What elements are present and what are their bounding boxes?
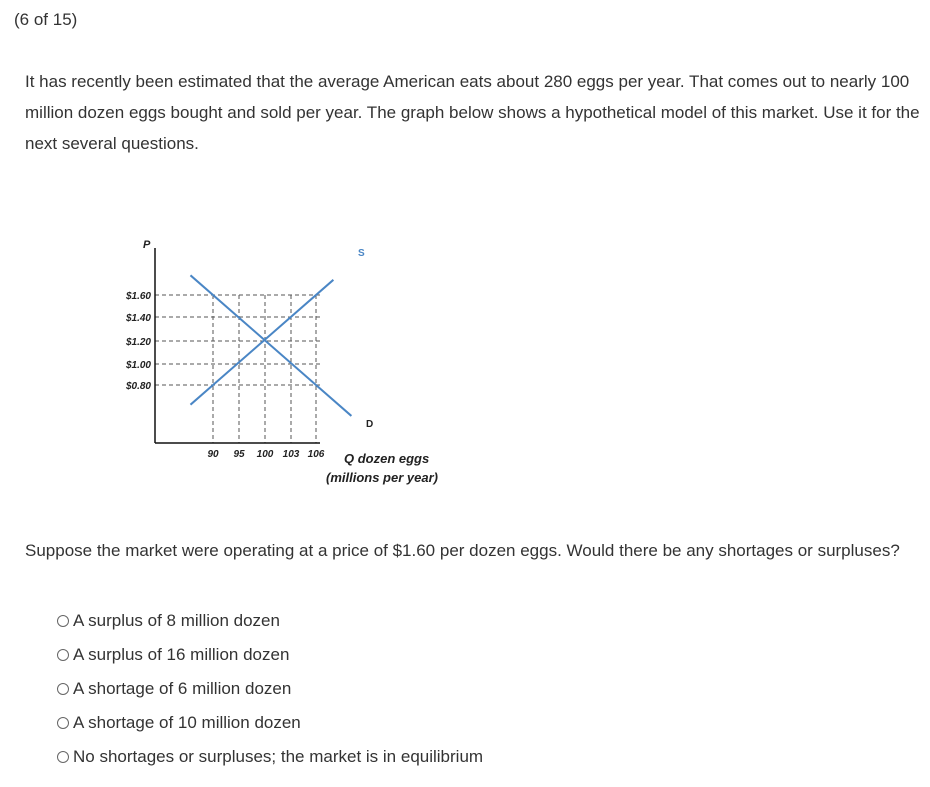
x-tick-label: 90 — [207, 449, 219, 460]
x-axis-subtitle: (millions per year) — [326, 470, 438, 485]
answer-option[interactable] — [57, 638, 483, 672]
answer-option[interactable] — [57, 706, 483, 740]
answer-option-label: A shortage of 6 million dozen — [73, 679, 292, 698]
radio-button[interactable] — [57, 649, 69, 661]
radio-button[interactable] — [57, 717, 69, 729]
y-tick-label: $1.40 — [125, 313, 151, 324]
y-tick-label: $1.60 — [125, 291, 151, 302]
y-axis-title: P — [143, 239, 151, 251]
answer-option[interactable] — [57, 604, 483, 638]
x-tick-label: 106 — [307, 449, 325, 460]
radio-button[interactable] — [57, 751, 69, 763]
x-tick-label: 103 — [282, 449, 300, 460]
y-tick-label: $1.00 — [125, 360, 151, 371]
demand-curve — [190, 275, 351, 416]
supply-label: S — [358, 248, 365, 259]
intro-text: It has recently been estimated that the average American eats about 280 eggs per year. That comes out to nearly 100 million dozen eggs bought and sold per year. The graph below shows a hypothetical model of this market. Use it for the next several questions. — [25, 72, 920, 153]
question-text: Suppose the market were operating at a price of $1.60 per dozen eggs. Would there be any shortages or surpluses? — [25, 541, 900, 560]
answer-option-label: No shortages or surpluses; the market is in equilibrium — [73, 747, 484, 766]
y-tick-label: $1.20 — [125, 337, 151, 348]
question-progress: (6 of 15) — [14, 10, 78, 29]
demand-label: D — [366, 419, 374, 430]
answer-option[interactable] — [57, 672, 483, 706]
y-tick-label: $0.80 — [125, 381, 151, 392]
answer-options — [57, 604, 483, 774]
x-tick-label: 95 — [233, 449, 245, 460]
answer-option[interactable] — [57, 740, 483, 774]
answer-option-label: A shortage of 10 million dozen — [73, 713, 301, 732]
radio-button[interactable] — [57, 615, 69, 627]
answer-option-label: A surplus of 8 million dozen — [73, 611, 280, 630]
supply-curve — [190, 280, 333, 405]
answer-option-label: A surplus of 16 million dozen — [73, 645, 290, 664]
radio-button[interactable] — [57, 683, 69, 695]
x-tick-label: 100 — [256, 449, 274, 460]
x-axis-title: Q dozen eggs — [344, 451, 430, 466]
